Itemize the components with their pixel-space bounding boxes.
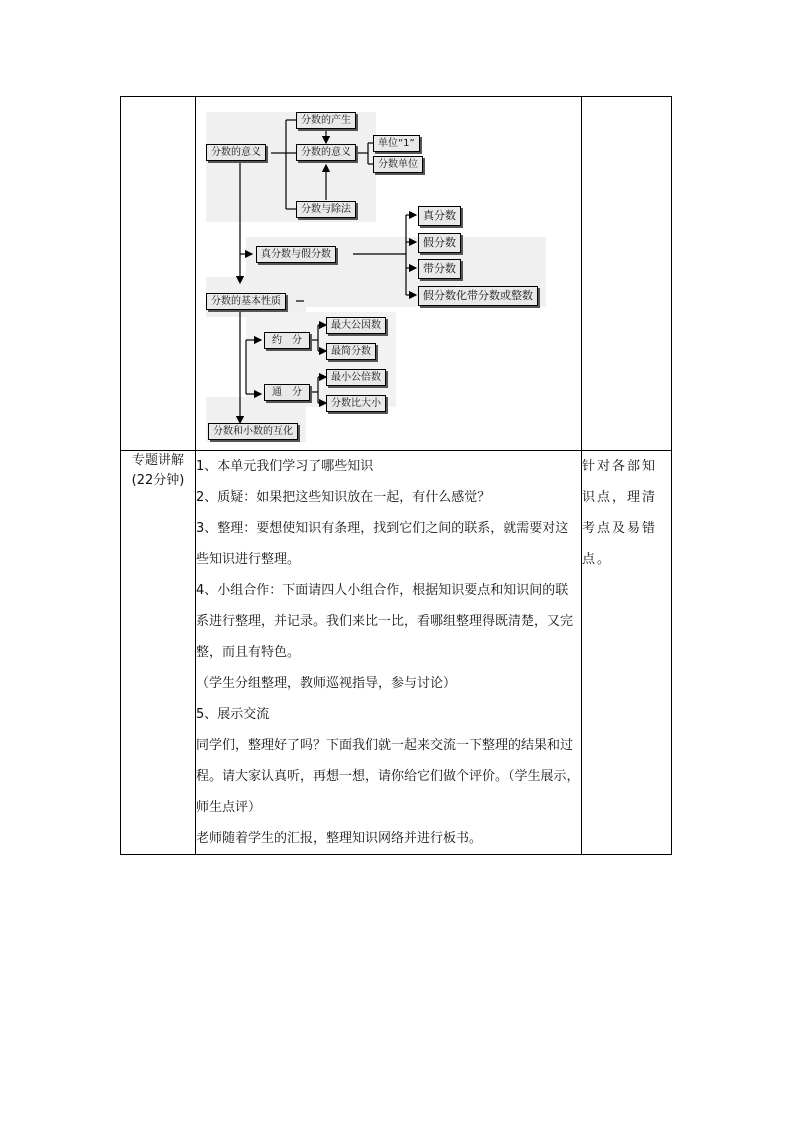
node-gcd: 最大公因数 bbox=[326, 317, 386, 334]
node-unit-1: 单位“1” bbox=[373, 135, 420, 152]
empty-cell bbox=[582, 97, 672, 451]
empty-cell bbox=[121, 97, 196, 451]
node-compare: 分数比大小 bbox=[326, 395, 386, 412]
section-label-cell bbox=[121, 451, 196, 855]
table-row bbox=[121, 97, 672, 451]
node-meaning-main: 分数的意义 bbox=[206, 144, 266, 161]
content-line: 2、质疑：如果把这些知识放在一起，有什么感觉？ bbox=[196, 490, 491, 505]
lesson-table bbox=[120, 96, 672, 855]
node-lcm: 最小公倍数 bbox=[326, 369, 386, 386]
content-line: 5、展示交流 bbox=[196, 707, 270, 722]
node-basic-property: 分数的基本性质 bbox=[206, 293, 286, 310]
node-origin: 分数的产生 bbox=[296, 112, 356, 129]
content-cell bbox=[196, 451, 582, 855]
diagram-cell bbox=[196, 97, 582, 451]
section-duration: (22分钟) bbox=[131, 473, 185, 488]
node-meaning: 分数的意义 bbox=[296, 144, 356, 161]
node-simplest: 最简分数 bbox=[326, 343, 376, 360]
content-line: （学生分组整理，教师巡视指导，参与讨论） bbox=[196, 676, 457, 691]
node-proper-improper: 真分数与假分数 bbox=[256, 246, 336, 263]
node-mixed: 带分数 bbox=[418, 259, 461, 279]
node-unit: 分数单位 bbox=[373, 156, 423, 173]
content-line: 同学们，整理好了吗？下面我们就一起来交流一下整理的结果和过程。请大家认真听，再想一想，请你给它们做个评价。（学生展示，师生点评） bbox=[196, 738, 580, 815]
content-line: 3、整理：要想使知识有条理，找到它们之间的联系，就需要对这些知识进行整理。 bbox=[196, 521, 569, 567]
teaching-note: 针对各部知识点，理清考点及易错点。 bbox=[582, 459, 658, 567]
node-decimal: 分数和小数的互化 bbox=[208, 423, 298, 440]
table-row bbox=[121, 451, 672, 855]
node-division: 分数与除法 bbox=[296, 201, 356, 218]
node-reduce: 约 分 bbox=[264, 332, 310, 349]
content-line: 4、小组合作：下面请四人小组合作，根据知识要点和知识间的联系进行整理，并记录。我们来比一比，看哪组整理得既清楚，又完整，而且有特色。 bbox=[196, 583, 574, 660]
content-line: 老师随着学生的汇报，整理知识网络并进行板书。 bbox=[196, 831, 483, 846]
note-cell bbox=[582, 451, 672, 855]
node-improper: 假分数 bbox=[418, 233, 461, 253]
content-line: 1、本单元我们学习了哪些知识 bbox=[196, 459, 374, 474]
node-proper: 真分数 bbox=[418, 206, 461, 226]
node-common: 通 分 bbox=[264, 384, 310, 401]
knowledge-map bbox=[196, 97, 581, 449]
node-convert: 假分数化带分数或整数 bbox=[418, 286, 538, 306]
section-label: 专题讲解 bbox=[131, 453, 184, 468]
